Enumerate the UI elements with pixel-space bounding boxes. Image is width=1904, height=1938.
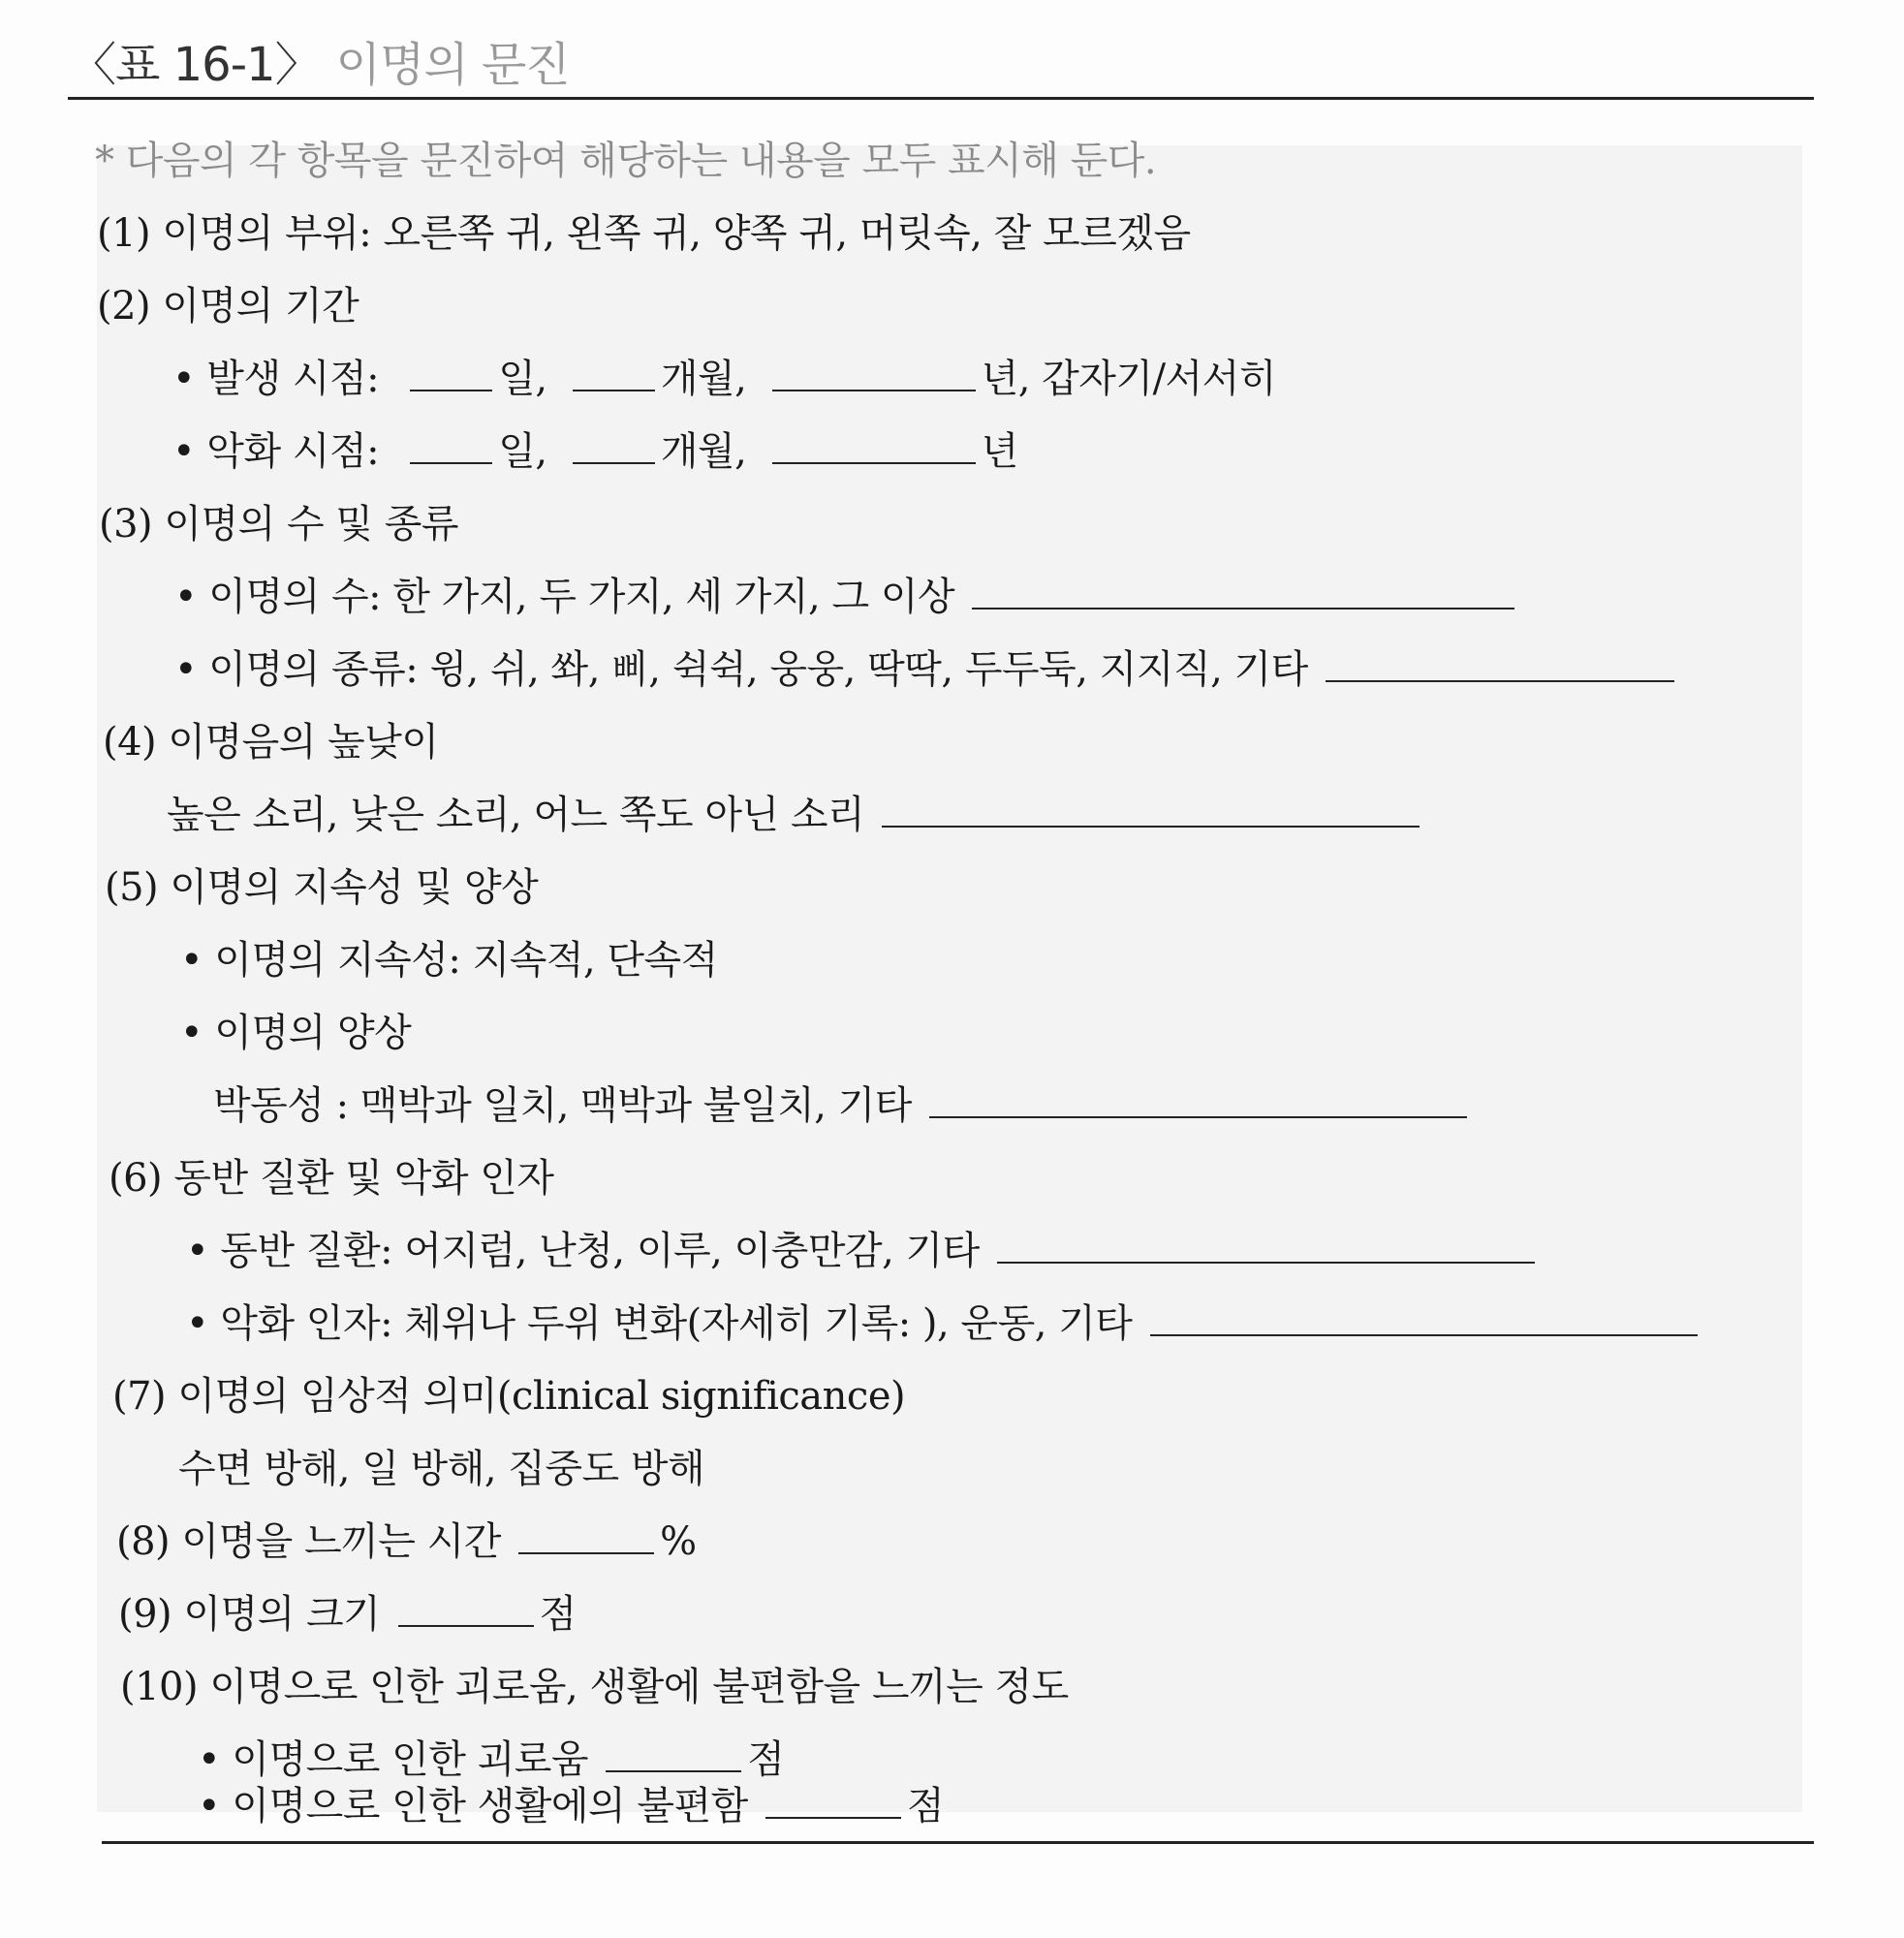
bottom-rule bbox=[102, 1841, 1814, 1844]
table-caption bbox=[70, 27, 570, 94]
inconvenience-label: • 이명으로 인한 생활에의 불편함 bbox=[198, 1784, 748, 1829]
pulsatile-blank[interactable] bbox=[929, 1083, 1467, 1118]
tinnitus-count-row bbox=[174, 572, 1520, 622]
distress-blank[interactable] bbox=[606, 1737, 741, 1772]
distress-row bbox=[198, 1735, 784, 1785]
tinnitus-type-blank[interactable] bbox=[1326, 647, 1674, 682]
inconvenience-blank[interactable] bbox=[765, 1784, 901, 1819]
pulsatile-options: 박동성 : 맥박과 일치, 맥박과 불일치, 기타 bbox=[213, 1083, 912, 1128]
question-4: (4) 이명음의 높낮이 bbox=[103, 720, 439, 765]
continuity-row: • 이명의 지속성: 지속적, 단속적 bbox=[180, 938, 718, 983]
inconvenience-row bbox=[198, 1781, 944, 1831]
aggravating-options: • 악화 인자: 체위나 두위 변화(자세히 기록: ), 운동, 기타 bbox=[186, 1301, 1133, 1346]
aggravating-row bbox=[186, 1298, 1703, 1349]
question-9: (9) 이명의 크기 bbox=[118, 1592, 381, 1637]
question-8-row bbox=[116, 1516, 697, 1567]
worsening-year-unit: 년 bbox=[981, 429, 1018, 474]
worsening-row bbox=[172, 426, 1018, 477]
question-5: (5) 이명의 지속성 및 양상 bbox=[105, 865, 539, 910]
distress-label: • 이명으로 인한 괴로움 bbox=[198, 1737, 588, 1782]
aggravating-blank[interactable] bbox=[1150, 1301, 1698, 1336]
worsening-day-blank[interactable] bbox=[410, 429, 492, 464]
pattern-row: • 이명의 양상 bbox=[180, 1011, 412, 1055]
onset-row bbox=[172, 354, 1276, 404]
tinnitus-count-blank[interactable] bbox=[972, 575, 1514, 610]
question-10: (10) 이명으로 인한 괴로움, 생활에 불편함을 느끼는 정도 bbox=[120, 1665, 1069, 1709]
worsening-year-blank[interactable] bbox=[772, 429, 976, 464]
onset-year-blank[interactable] bbox=[772, 357, 976, 391]
question-9-row bbox=[118, 1589, 577, 1640]
question-7: (7) 이명의 임상적 의미(clinical significance) bbox=[112, 1374, 906, 1419]
onset-day-blank[interactable] bbox=[410, 357, 492, 391]
onset-year-unit: 년, 갑자기/서서히 bbox=[981, 357, 1276, 401]
percent-unit: % bbox=[660, 1519, 697, 1564]
loudness-blank[interactable] bbox=[398, 1592, 534, 1627]
comorbidity-blank[interactable] bbox=[997, 1229, 1535, 1264]
tinnitus-type-options: • 이명의 종류: 윙, 쉬, 쏴, 삐, 쉭쉭, 웅웅, 딱딱, 두두둑, 지지직, 기타 bbox=[174, 647, 1308, 692]
question-3: (3) 이명의 수 및 종류 bbox=[99, 502, 458, 547]
caption-number: 〈표 16-1〉 bbox=[70, 38, 321, 92]
distress-unit: 점 bbox=[747, 1737, 785, 1782]
question-8: (8) 이명을 느끼는 시간 bbox=[116, 1519, 501, 1564]
pitch-blank[interactable] bbox=[882, 793, 1420, 828]
comorbidity-options: • 동반 질환: 어지럼, 난청, 이루, 이충만감, 기타 bbox=[186, 1229, 980, 1273]
pitch-options: 높은 소리, 낮은 소리, 어느 쪽도 아닌 소리 bbox=[167, 793, 865, 837]
clinical-options: 수면 방해, 일 방해, 집중도 방해 bbox=[178, 1447, 705, 1491]
question-1: (1) 이명의 부위: 오른쪽 귀, 왼쪽 귀, 양쪽 귀, 머릿속, 잘 모르겠음 bbox=[97, 211, 1191, 256]
worsening-month-unit: 개월, bbox=[660, 429, 747, 474]
pulsatile-row bbox=[213, 1080, 1473, 1131]
pitch-row bbox=[167, 790, 1425, 840]
loudness-unit: 점 bbox=[539, 1592, 577, 1637]
tinnitus-type-row bbox=[174, 644, 1680, 695]
onset-day-unit: 일, bbox=[498, 357, 547, 401]
comorbidity-row bbox=[186, 1226, 1541, 1276]
time-percent-blank[interactable] bbox=[518, 1519, 654, 1554]
tinnitus-count-options: • 이명의 수: 한 가지, 두 가지, 세 가지, 그 이상 bbox=[174, 575, 955, 619]
worsening-month-blank[interactable] bbox=[573, 429, 655, 464]
onset-label: • 발생 시점: bbox=[172, 357, 380, 401]
caption-title: 이명의 문진 bbox=[335, 38, 570, 92]
worsening-day-unit: 일, bbox=[498, 429, 547, 474]
top-rule bbox=[68, 97, 1814, 100]
instruction: * 다음의 각 항목을 문진하여 해당하는 내용을 모두 표시해 둔다. bbox=[95, 139, 1157, 183]
onset-month-unit: 개월, bbox=[660, 357, 747, 401]
question-6: (6) 동반 질환 및 악화 인자 bbox=[109, 1156, 554, 1201]
onset-month-blank[interactable] bbox=[573, 357, 655, 391]
worsening-label: • 악화 시점: bbox=[172, 429, 380, 474]
inconvenience-unit: 점 bbox=[907, 1784, 945, 1829]
question-2: (2) 이명의 기간 bbox=[97, 284, 359, 328]
